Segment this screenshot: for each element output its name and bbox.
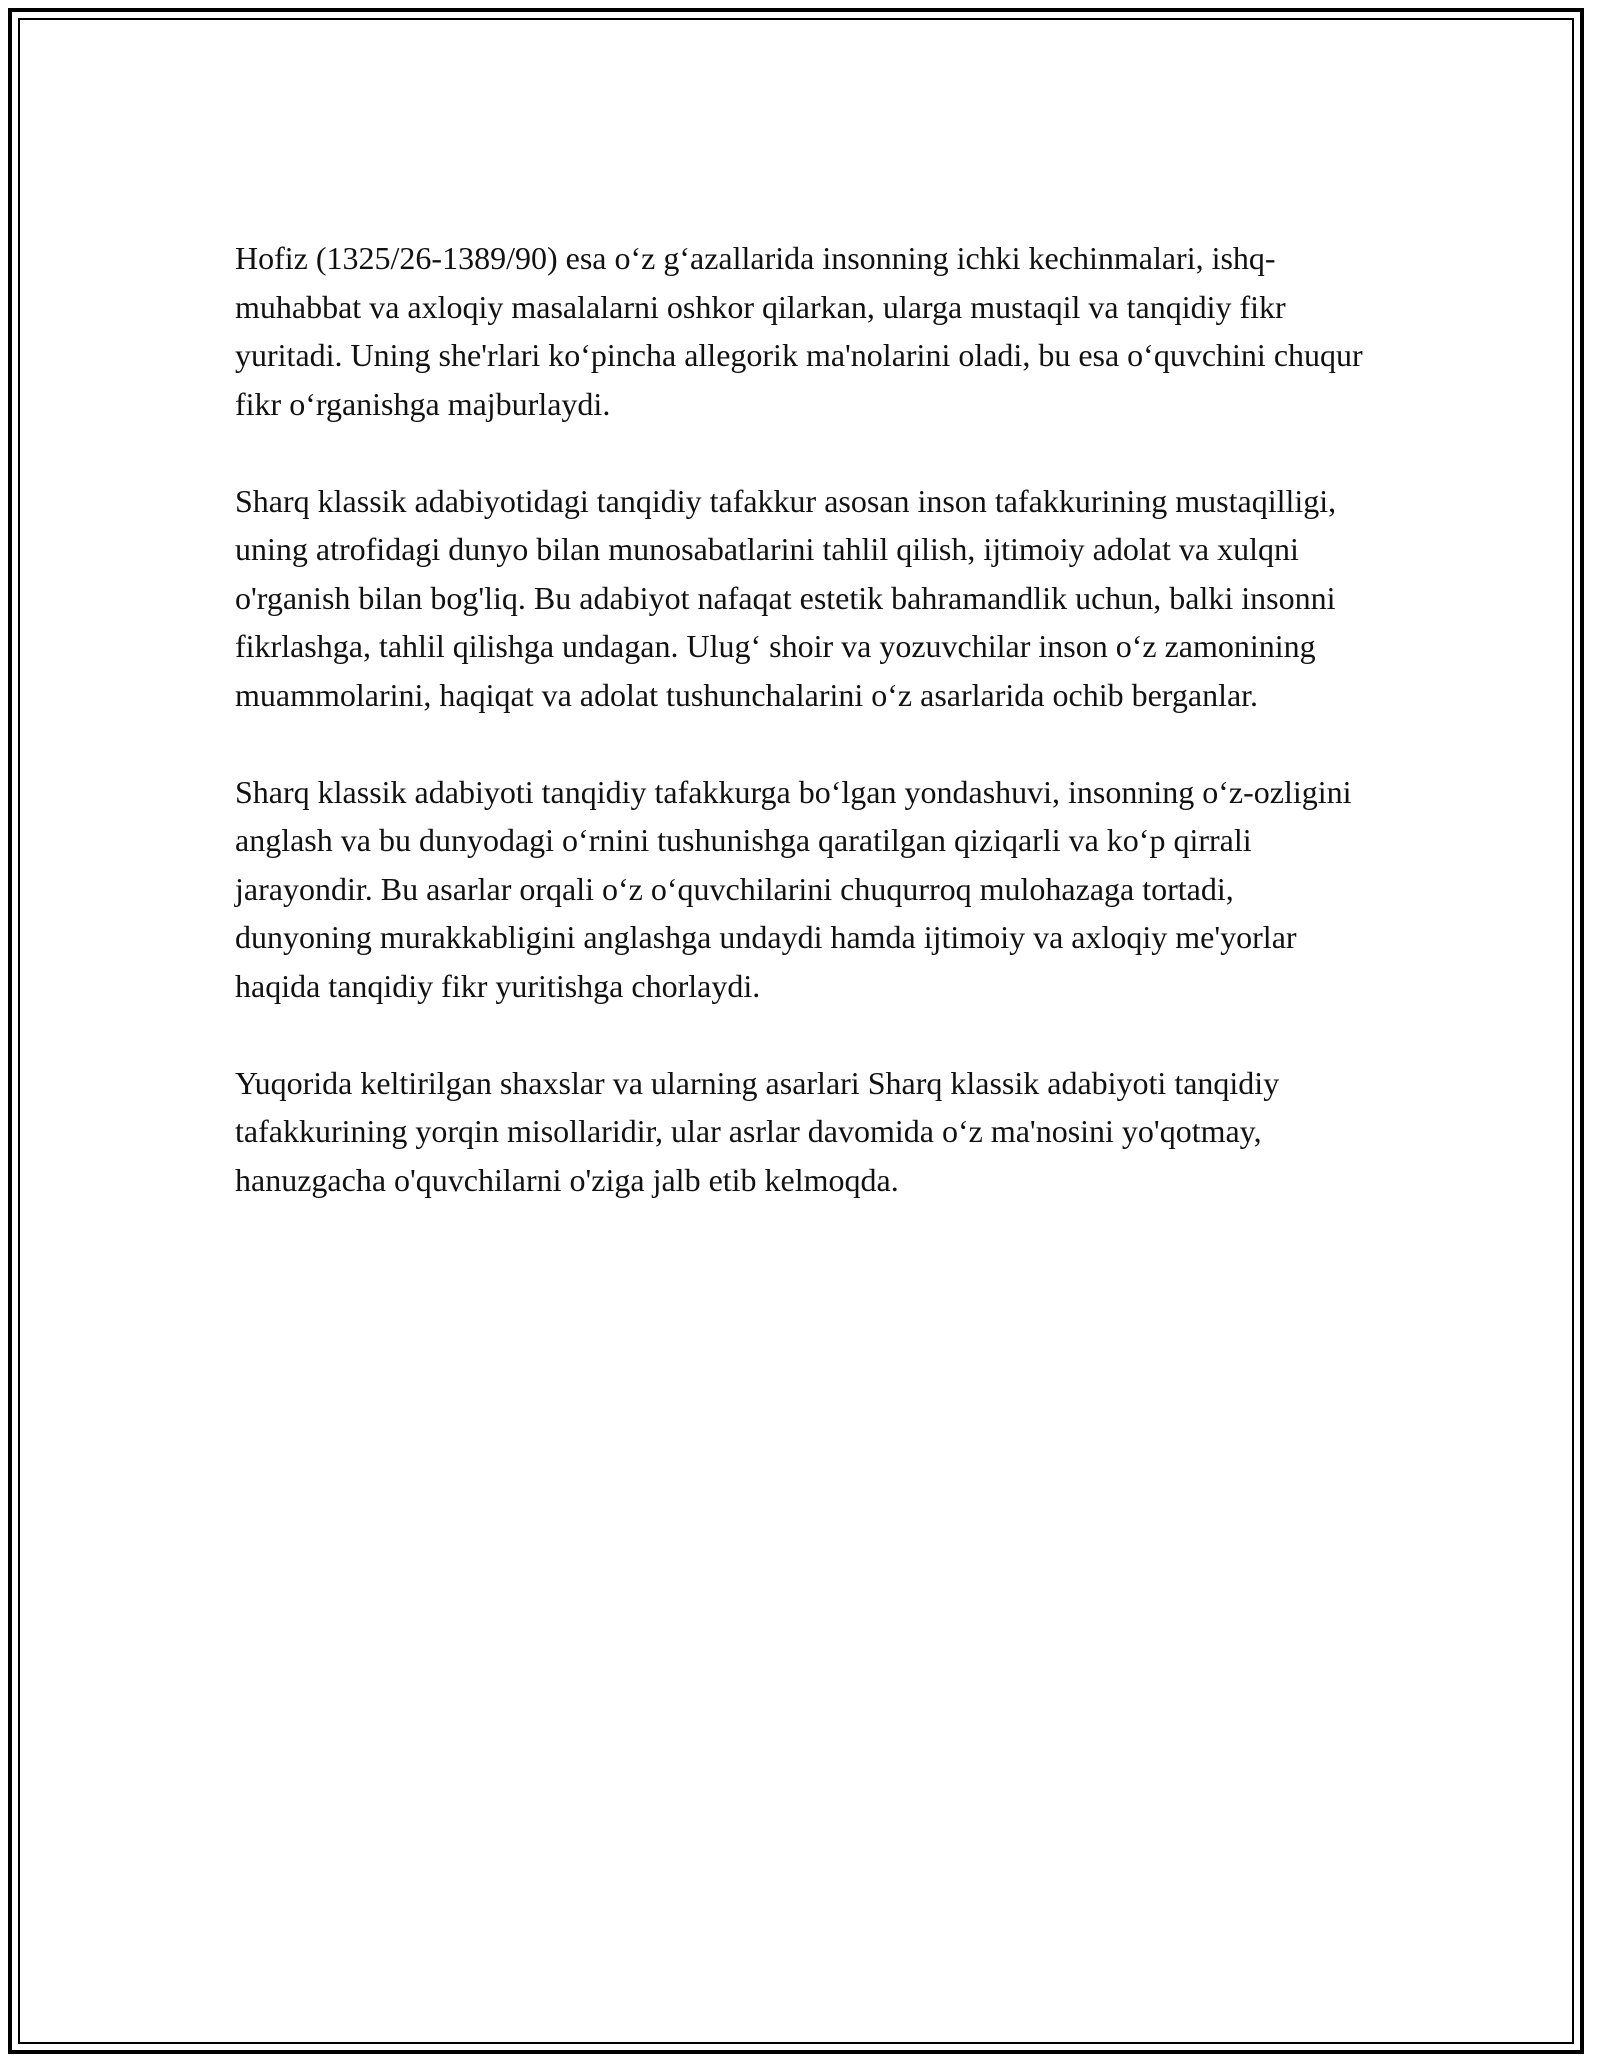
paragraph-approach: Sharq klassik adabiyoti tanqidiy tafakkurga bo‘lgan yondashuvi, insonning o‘z-ozligini anglash va bu dunyodagi o‘rnini tushunishga qaratilgan qiziqarli va ko‘p qirrali jarayondir. Bu asarlar orqali o‘z o‘quvchilarini chuqurroq mulohazaga tortadi, dunyoning murakkabligini anglashga undaydi hamda ijtimoiy va axloqiy me'yorlar haqida tanqidiy fikr yuritishga chorlaydi. xyxy=(235,773,1352,1004)
document-body xyxy=(235,234,1370,1204)
paragraph-conclusion: Yuqorida keltirilgan shaxslar va ularning asarlari Sharq klassik adabiyoti tanqidiy tafakkurining yorqin misollaridir, ular asrlar davomida o‘z ma'nosini yo'qotmay, hanuzgacha o'quvchilarni o'ziga jalb etib kelmoqda. xyxy=(235,1064,1280,1198)
paragraph-hofiz: Hofiz (1325/26-1389/90) esa o‘z g‘azallarida insonning ichki kechinmalari, ishq-muhabbat va axloqiy masalalarni oshkor qilarkan, ularga mustaqil va tanqidiy fikr yuritadi. Uning she'rlari ko‘pincha allegorik ma'nolarini oladi, bu esa o‘quvchini chuqur fikr o‘rganishga majburlaydi. xyxy=(235,240,1363,422)
paragraph-critical-thinking: Sharq klassik adabiyotidagi tanqidiy tafakkur asosan inson tafakkurining mustaqilligi, uning atrofidagi dunyo bilan munosabatlarini tahlil qilish, ijtimoiy adolat va xulqni o'rganish bilan bog'liq. Bu adabiyot nafaqat estetik bahramandlik uchun, balki insonni fikrlashga, tahlil qilishga undagan. Ulug‘ shoir va yozuvchilar inson o‘z zamonining muammolarini, haqiqat va adolat tushunchalarini o‘z asarlarida ochib berganlar. xyxy=(235,482,1337,713)
